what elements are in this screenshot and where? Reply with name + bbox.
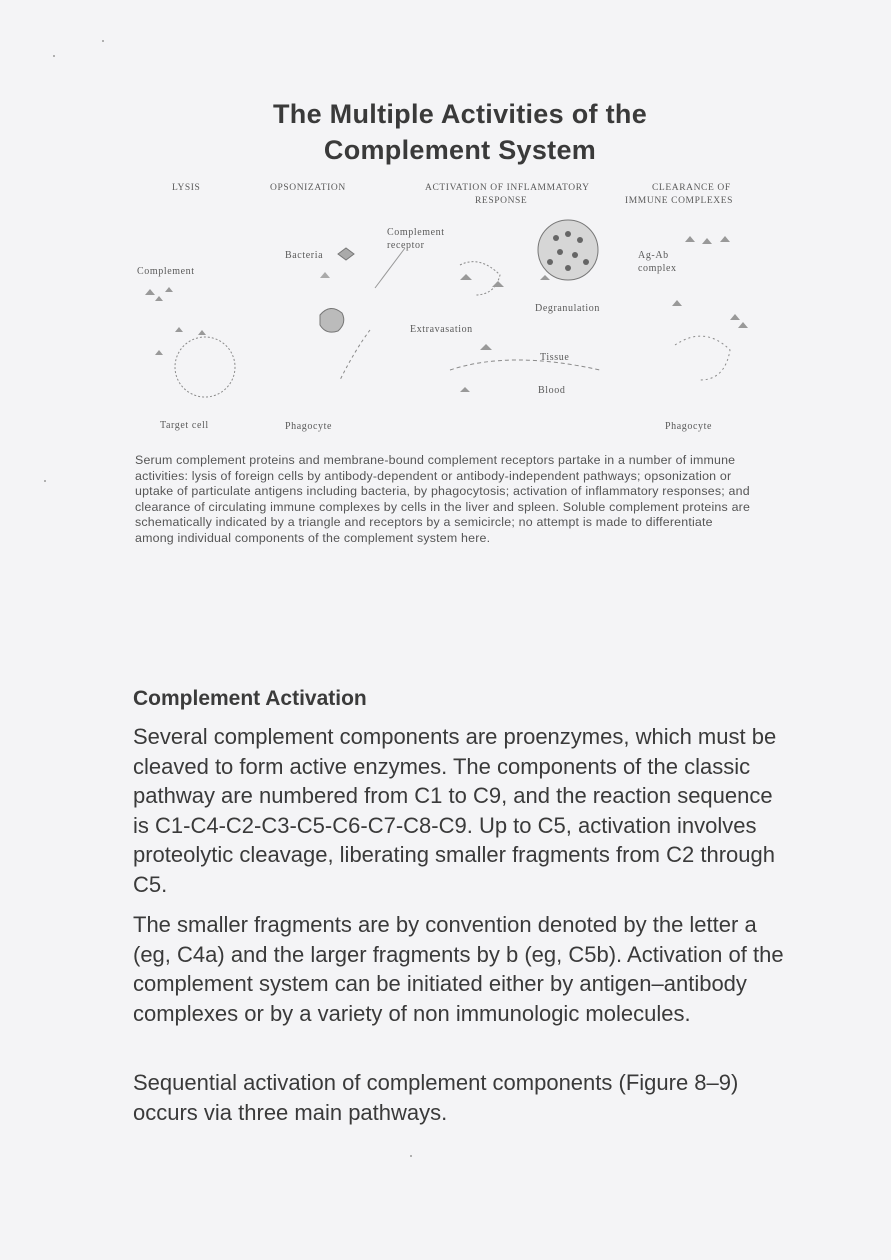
scan-speck [410, 1155, 412, 1157]
phagocyte-outline [340, 330, 370, 380]
label-extravasation: Extravasation [410, 324, 473, 335]
figure-illustration [120, 170, 780, 440]
label-blood: Blood [538, 385, 566, 396]
header-inflammatory-1: ACTIVATION OF INFLAMMATORY [425, 183, 590, 193]
header-clearance-1: CLEARANCE OF [652, 183, 731, 193]
label-agab-2: complex [638, 263, 677, 274]
title-line-1: The Multiple Activities of the [272, 99, 648, 129]
label-complement-receptor-1: Complement [387, 227, 445, 238]
label-complement: Complement [137, 266, 195, 277]
paragraph-2: The smaller fragments are by convention denoted by the letter a (eg, C4a) and the larger fragments by b (eg, C5b). Activation of the complement system can be initiated either by antigen–antibody complexes or by a variety of non immunologic molecules. [133, 912, 784, 1026]
bacteria-phagocyte-shape [320, 308, 344, 332]
tissue-blood-boundary [450, 360, 600, 370]
label-bacteria: Bacteria [285, 250, 324, 261]
immune-complex-triangles [685, 236, 730, 244]
header-clearance-2: IMMUNE COMPLEXES [625, 196, 734, 206]
label-tissue: Tissue [540, 352, 570, 363]
bacteria-shape [338, 248, 354, 260]
paragraph-3: Sequential activation of complement components (Figure 8–9) occurs via three main pathways. [133, 1070, 739, 1125]
receptor-pointer [375, 248, 405, 288]
scan-speck [53, 55, 55, 57]
page-title [180, 96, 740, 168]
complement-triangles [145, 287, 173, 301]
label-phagocyte-left: Phagocyte [285, 421, 333, 432]
scan-speck [102, 40, 104, 42]
label-degranulation: Degranulation [535, 303, 601, 314]
complement-activities-figure [120, 170, 780, 440]
section-heading: Complement Activation [133, 687, 367, 710]
header-lysis: LYSIS [172, 183, 201, 193]
label-target-cell: Target cell [160, 420, 209, 431]
figure-caption: Serum complement proteins and membrane-bound complement receptors partake in a number of immune activities: lysis of foreign cells by antibody-dependent or antibody-independent pathways; opsonization or uptake of particulate antigens including bacteria, by phagocytosis; activation of inflammatory responses; and clearance of circulating immune complexes by cells in the liver and spleen. Soluble complement proteins are schematically indicated by a triangle and receptors by a semicircle; no attempt is made to differentiate among individual components of the complement system here. [135, 453, 751, 545]
label-complement-receptor-2: receptor [387, 240, 425, 251]
header-inflammatory-2: RESPONSE [475, 196, 528, 206]
header-opsonization: OPSONIZATION [270, 183, 346, 193]
title-line-2: Complement System [323, 135, 597, 165]
scan-speck [44, 480, 46, 482]
target-cell-shape [175, 337, 235, 397]
paragraph-1: Several complement components are proenzymes, which must be cleaved to form active enzymes. The components of the classic pathway are numbered from C1 to C9, and the reaction sequence is C1-C4-C2-C3-C5-C6-C7-C8-C9. Up to C5, activation involves proteolytic cleavage, liberating smaller fragments from C2 through C5. [133, 724, 777, 897]
label-phagocyte-right: Phagocyte [665, 421, 713, 432]
label-agab-1: Ag-Ab [638, 250, 669, 261]
right-phagocyte-outline [675, 336, 730, 380]
